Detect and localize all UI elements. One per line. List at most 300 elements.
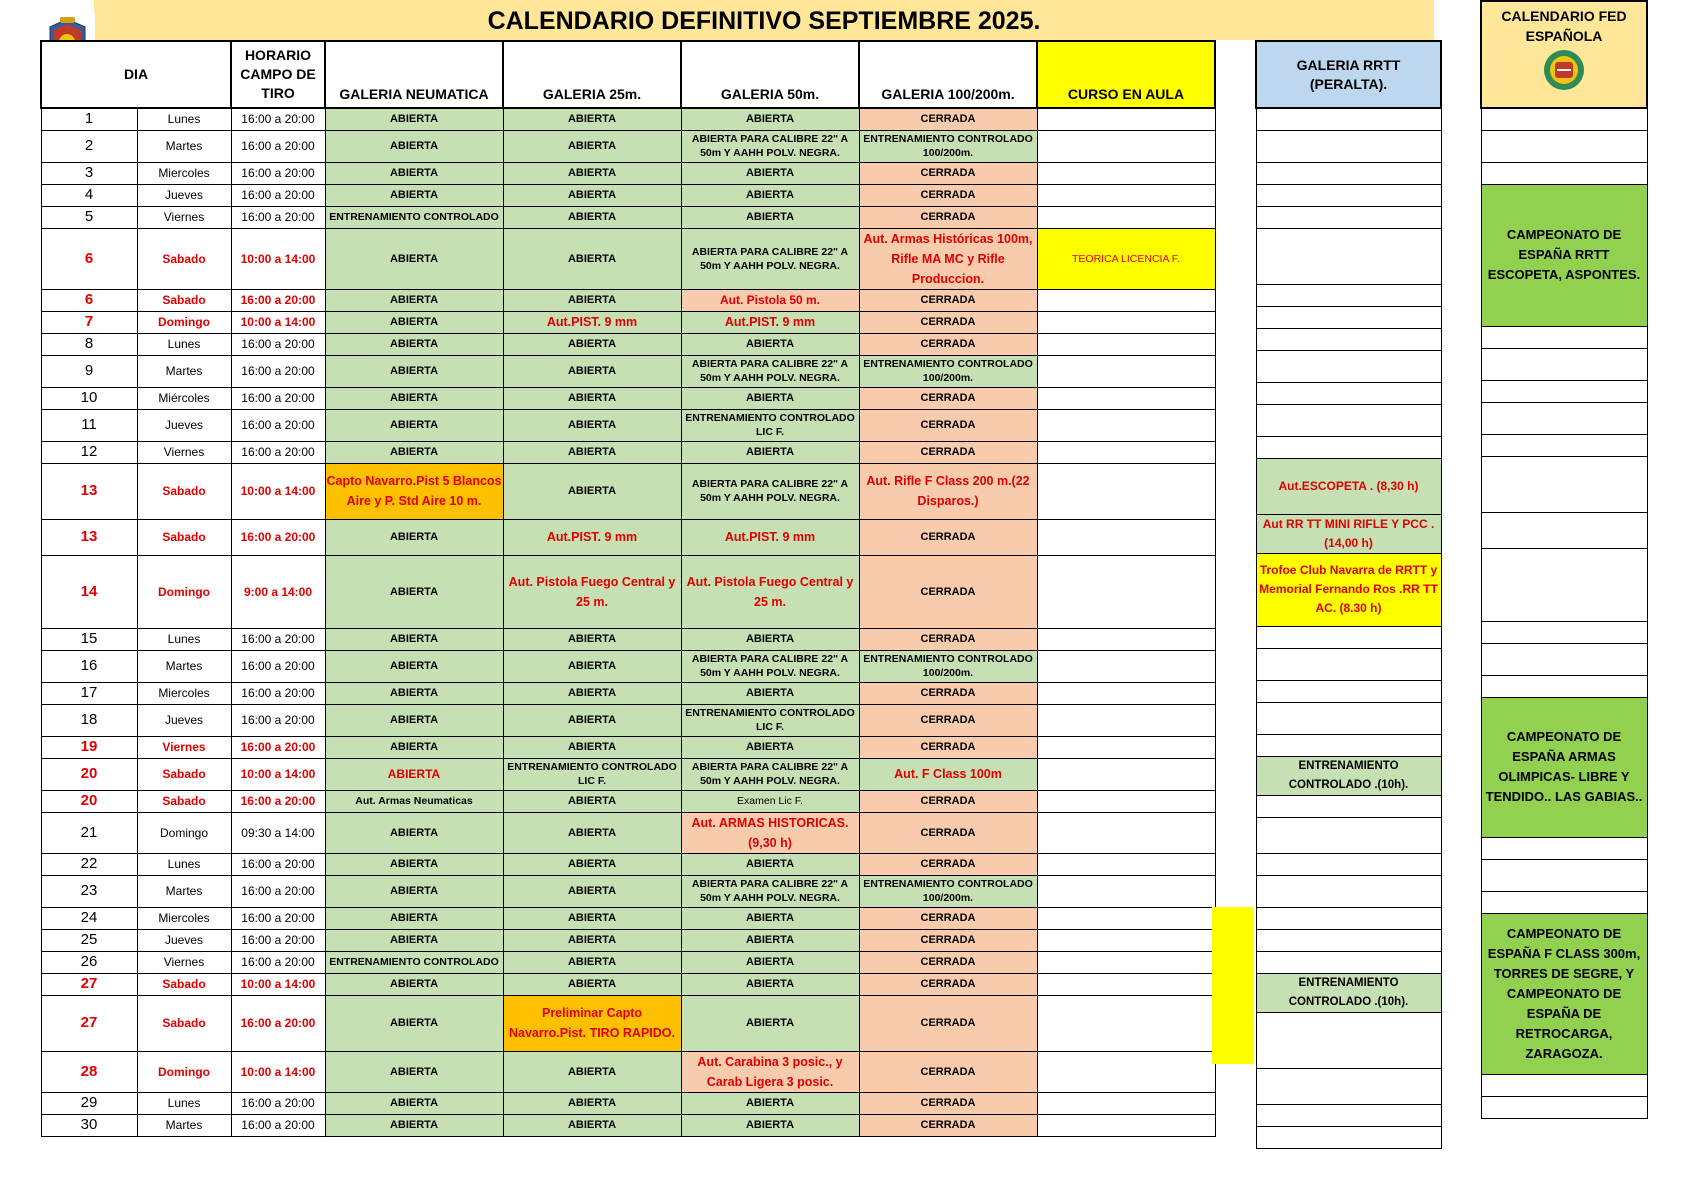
cell-rrtt: Aut RR TT MINI RIFLE Y PCC . (14,00 h) (1256, 514, 1441, 553)
cell-25m: ABIERTA (503, 853, 681, 875)
cell-100-200m: CERRADA (859, 519, 1037, 555)
cell-neumatica: ABIERTA (325, 907, 503, 929)
cell-25m: ABIERTA (503, 409, 681, 441)
rrtt-row (1256, 350, 1441, 382)
cell-neumatica: ABIERTA (325, 758, 503, 790)
cell-curso-aula (1037, 441, 1215, 463)
day-number: 6 (41, 228, 137, 289)
cell-50m: ABIERTA (681, 162, 859, 184)
header-100-200m: GALERIA 100/200m. (859, 41, 1037, 108)
rrtt-row (1256, 382, 1441, 404)
fed-cell (1481, 326, 1647, 348)
cell-25m: ENTRENAMIENTO CONTROLADO LIC F. (503, 758, 681, 790)
fed-cell (1481, 675, 1647, 697)
cell-100-200m: CERRADA (859, 333, 1037, 355)
cell-rrtt (1256, 734, 1441, 756)
cell-neumatica: ENTRENAMIENTO CONTROLADO (325, 206, 503, 228)
rrtt-row (1256, 284, 1441, 306)
table-row (41, 736, 1215, 758)
table-row (41, 929, 1215, 951)
fed-empty-row (1481, 621, 1647, 643)
fed-empty-row (1481, 326, 1647, 348)
cell-neumatica: ABIERTA (325, 812, 503, 853)
weekday: Viernes (137, 736, 231, 758)
cell-rrtt (1256, 328, 1441, 350)
fed-empty-row (1481, 456, 1647, 512)
fed-event-row (1481, 184, 1647, 326)
cell-rrtt (1256, 206, 1441, 228)
cell-25m: ABIERTA (503, 184, 681, 206)
day-number: 3 (41, 162, 137, 184)
weekday: Jueves (137, 184, 231, 206)
fed-cell (1481, 348, 1647, 380)
cell-100-200m: Aut. Rifle F Class 200 m.(22 Disparos.) (859, 463, 1037, 519)
day-number: 23 (41, 875, 137, 907)
cell-curso-aula (1037, 108, 1215, 130)
weekday: Jueves (137, 409, 231, 441)
cell-25m: ABIERTA (503, 875, 681, 907)
cell-curso-aula (1037, 951, 1215, 973)
weekday: Martes (137, 1114, 231, 1136)
cell-neumatica: ABIERTA (325, 929, 503, 951)
cell-100-200m: CERRADA (859, 441, 1037, 463)
fed-header-label: CALENDARIO FED ESPAÑOLA (1501, 8, 1627, 44)
cell-100-200m: CERRADA (859, 1092, 1037, 1114)
cell-rrtt (1256, 951, 1441, 973)
cell-curso-aula (1037, 130, 1215, 162)
fed-empty-row (1481, 108, 1647, 130)
fed-body (1481, 108, 1647, 1118)
hours: 09:30 a 14:00 (231, 812, 325, 853)
cell-50m: ABIERTA (681, 184, 859, 206)
cell-curso-aula (1037, 1051, 1215, 1092)
cell-neumatica: ABIERTA (325, 519, 503, 555)
cell-100-200m: ENTRENAMIENTO CONTROLADO 100/200m. (859, 650, 1037, 682)
day-number: 25 (41, 929, 137, 951)
cell-neumatica: ABIERTA (325, 1114, 503, 1136)
rrtt-row (1256, 1068, 1441, 1104)
fed-cell (1481, 512, 1647, 548)
cell-curso-aula (1037, 387, 1215, 409)
cell-50m: ABIERTA (681, 951, 859, 973)
table-row (41, 1051, 1215, 1092)
cell-rrtt (1256, 626, 1441, 648)
cell-25m: ABIERTA (503, 650, 681, 682)
rrtt-row (1256, 1104, 1441, 1126)
table-row (41, 162, 1215, 184)
cell-25m: ABIERTA (503, 907, 681, 929)
rrtt-row (1256, 626, 1441, 648)
hours: 16:00 a 20:00 (231, 704, 325, 736)
fed-cell (1481, 108, 1647, 130)
cell-100-200m: CERRADA (859, 1114, 1037, 1136)
table-row (41, 519, 1215, 555)
rrtt-row (1256, 680, 1441, 702)
cell-25m: ABIERTA (503, 130, 681, 162)
fed-cell (1481, 837, 1647, 859)
rrtt-row (1256, 108, 1441, 130)
fed-cell (1481, 456, 1647, 512)
cell-25m: ABIERTA (503, 162, 681, 184)
cell-curso-aula (1037, 463, 1215, 519)
cell-rrtt (1256, 702, 1441, 734)
table-row (41, 907, 1215, 929)
hours: 10:00 a 14:00 (231, 311, 325, 333)
fed-cell (1481, 162, 1647, 184)
cell-50m: ABIERTA PARA CALIBRE 22" A 50m Y AAHH POLV. NEGRA. (681, 228, 859, 289)
fed-empty-row (1481, 1096, 1647, 1118)
cell-rrtt (1256, 382, 1441, 404)
hours: 16:00 a 20:00 (231, 130, 325, 162)
fed-cell (1481, 1096, 1647, 1118)
cell-curso-aula (1037, 555, 1215, 628)
cell-rrtt (1256, 404, 1441, 436)
cell-50m: ABIERTA (681, 441, 859, 463)
day-number: 27 (41, 973, 137, 995)
cell-rrtt (1256, 929, 1441, 951)
fed-empty-row (1481, 402, 1647, 434)
rrtt-row (1256, 907, 1441, 929)
rrtt-row (1256, 734, 1441, 756)
cell-rrtt (1256, 228, 1441, 284)
day-number: 15 (41, 628, 137, 650)
table-row (41, 853, 1215, 875)
cell-curso-aula (1037, 519, 1215, 555)
cell-curso-aula (1037, 289, 1215, 311)
cell-50m: ABIERTA (681, 628, 859, 650)
fed-cell (1481, 434, 1647, 456)
cell-curso-aula (1037, 355, 1215, 387)
cell-50m: ABIERTA (681, 995, 859, 1051)
cell-curso-aula (1037, 812, 1215, 853)
header-fed (1481, 1, 1647, 108)
weekday: Miércoles (137, 387, 231, 409)
cell-25m: ABIERTA (503, 812, 681, 853)
cell-50m: ABIERTA PARA CALIBRE 22" A 50m Y AAHH POLV. NEGRA. (681, 758, 859, 790)
cell-100-200m: CERRADA (859, 951, 1037, 973)
rrtt-row (1256, 162, 1441, 184)
weekday: Viernes (137, 441, 231, 463)
cell-25m: ABIERTA (503, 387, 681, 409)
rrtt-row (1256, 929, 1441, 951)
cell-50m: ABIERTA (681, 1092, 859, 1114)
rrtt-row (1256, 875, 1441, 907)
cell-rrtt: Trofoe Club Navarra de RRTT y Memorial Fernando Ros .RR TT AC. (8.30 h) (1256, 553, 1441, 626)
hours: 16:00 a 20:00 (231, 162, 325, 184)
cell-50m: ABIERTA (681, 333, 859, 355)
fed-event-row (1481, 697, 1647, 837)
day-number: 20 (41, 758, 137, 790)
cell-rrtt: ENTRENAMIENTO CONTROLADO .(10h). (1256, 973, 1441, 1012)
rrtt-row (1256, 1012, 1441, 1068)
cell-100-200m: CERRADA (859, 555, 1037, 628)
cell-neumatica: ABIERTA (325, 555, 503, 628)
hours: 16:00 a 20:00 (231, 951, 325, 973)
fed-event: CAMPEONATO DE ESPAÑA RRTT ESCOPETA, ASPONTES. (1481, 184, 1647, 326)
table-row (41, 758, 1215, 790)
cell-100-200m: CERRADA (859, 184, 1037, 206)
cell-50m: Examen Lic F. (681, 790, 859, 812)
cell-curso-aula (1037, 758, 1215, 790)
cell-50m: ABIERTA (681, 387, 859, 409)
weekday: Domingo (137, 1051, 231, 1092)
rrtt-row (1256, 436, 1441, 458)
cell-curso-aula (1037, 206, 1215, 228)
header-row (41, 41, 1215, 108)
fed-empty-row (1481, 837, 1647, 859)
cell-50m: ABIERTA (681, 973, 859, 995)
rrtt-row (1256, 648, 1441, 680)
cell-neumatica: ABIERTA (325, 387, 503, 409)
cell-100-200m: CERRADA (859, 973, 1037, 995)
cell-100-200m: CERRADA (859, 812, 1037, 853)
cell-rrtt (1256, 1012, 1441, 1068)
hours: 16:00 a 20:00 (231, 995, 325, 1051)
table-row (41, 409, 1215, 441)
weekday: Martes (137, 355, 231, 387)
cell-50m: Aut.PIST. 9 mm (681, 519, 859, 555)
hours: 16:00 a 20:00 (231, 409, 325, 441)
cell-50m: Aut. Pistola 50 m. (681, 289, 859, 311)
cell-rrtt (1256, 648, 1441, 680)
cell-curso-aula (1037, 790, 1215, 812)
fed-empty-row (1481, 643, 1647, 675)
cell-50m: ABIERTA PARA CALIBRE 22" A 50m Y AAHH POLV. NEGRA. (681, 875, 859, 907)
cell-curso-aula (1037, 650, 1215, 682)
cell-25m: ABIERTA (503, 108, 681, 130)
cell-rrtt (1256, 907, 1441, 929)
hours: 16:00 a 20:00 (231, 628, 325, 650)
weekday: Lunes (137, 1092, 231, 1114)
cell-50m: Aut. ARMAS HISTORICAS. (9,30 h) (681, 812, 859, 853)
day-number: 11 (41, 409, 137, 441)
table-row (41, 790, 1215, 812)
hours: 16:00 a 20:00 (231, 355, 325, 387)
cell-50m: ABIERTA PARA CALIBRE 22" A 50m Y AAHH POLV. NEGRA. (681, 650, 859, 682)
cell-neumatica: ABIERTA (325, 875, 503, 907)
hours: 10:00 a 14:00 (231, 228, 325, 289)
weekday: Miercoles (137, 682, 231, 704)
day-number: 16 (41, 650, 137, 682)
weekday: Sabado (137, 995, 231, 1051)
day-number: 8 (41, 333, 137, 355)
cell-100-200m: CERRADA (859, 409, 1037, 441)
fed-cell (1481, 1074, 1647, 1096)
day-number: 21 (41, 812, 137, 853)
cell-25m: Preliminar Capto Navarro.Pist. TIRO RAPIDO. (503, 995, 681, 1051)
cell-50m: Aut. Carabina 3 posic., y Carab Ligera 3 posic. (681, 1051, 859, 1092)
day-number: 6 (41, 289, 137, 311)
cell-neumatica: ABIERTA (325, 228, 503, 289)
cell-100-200m: CERRADA (859, 736, 1037, 758)
cell-25m: ABIERTA (503, 628, 681, 650)
weekday: Lunes (137, 628, 231, 650)
cell-100-200m: CERRADA (859, 162, 1037, 184)
day-number: 13 (41, 463, 137, 519)
cell-neumatica: ABIERTA (325, 995, 503, 1051)
day-number: 4 (41, 184, 137, 206)
day-number: 24 (41, 907, 137, 929)
rrtt-body (1256, 108, 1441, 1148)
cell-neumatica: ABIERTA (325, 130, 503, 162)
hours: 16:00 a 20:00 (231, 184, 325, 206)
hours: 16:00 a 20:00 (231, 519, 325, 555)
cell-curso-aula (1037, 1092, 1215, 1114)
cell-rrtt (1256, 350, 1441, 382)
hours: 10:00 a 14:00 (231, 758, 325, 790)
cell-50m: Aut. Pistola Fuego Central y 25 m. (681, 555, 859, 628)
weekday: Jueves (137, 704, 231, 736)
fed-empty-row (1481, 548, 1647, 621)
table-row (41, 1092, 1215, 1114)
cell-rrtt: ENTRENAMIENTO CONTROLADO .(10h). (1256, 756, 1441, 795)
cell-neumatica: ABIERTA (325, 409, 503, 441)
cell-25m: ABIERTA (503, 289, 681, 311)
cell-neumatica: ABIERTA (325, 289, 503, 311)
cell-25m: ABIERTA (503, 790, 681, 812)
rrtt-row (1256, 130, 1441, 162)
table-row (41, 228, 1215, 289)
fed-cell (1481, 643, 1647, 675)
weekday: Lunes (137, 853, 231, 875)
weekday: Jueves (137, 929, 231, 951)
day-number: 1 (41, 108, 137, 130)
table-row (41, 812, 1215, 853)
header-50m: GALERIA 50m. (681, 41, 859, 108)
cell-rrtt (1256, 284, 1441, 306)
cell-50m: Aut.PIST. 9 mm (681, 311, 859, 333)
cell-50m: ENTRENAMIENTO CONTROLADO LIC F. (681, 704, 859, 736)
fed-empty-row (1481, 512, 1647, 548)
cell-50m: ABIERTA PARA CALIBRE 22" A 50m Y AAHH POLV. NEGRA. (681, 463, 859, 519)
header-neumatica: GALERIA NEUMATICA (325, 41, 503, 108)
cell-neumatica: ABIERTA (325, 650, 503, 682)
cell-100-200m: CERRADA (859, 995, 1037, 1051)
cell-100-200m: Aut. Armas Históricas 100m, Rifle MA MC y Rifle Produccion. (859, 228, 1037, 289)
rrtt-row (1256, 795, 1441, 817)
cell-25m: ABIERTA (503, 1051, 681, 1092)
cell-rrtt: Aut.ESCOPETA . (8,30 h) (1256, 458, 1441, 514)
cell-25m: ABIERTA (503, 973, 681, 995)
cell-100-200m: CERRADA (859, 289, 1037, 311)
fed-emblem-icon (1539, 46, 1589, 94)
cell-rrtt (1256, 130, 1441, 162)
fed-cell (1481, 380, 1647, 402)
cell-neumatica: ABIERTA (325, 355, 503, 387)
cell-50m: ABIERTA PARA CALIBRE 22" A 50m Y AAHH POLV. NEGRA. (681, 355, 859, 387)
table-row (41, 1114, 1215, 1136)
fed-empty-row (1481, 675, 1647, 697)
hours: 16:00 a 20:00 (231, 333, 325, 355)
cell-50m: ABIERTA (681, 682, 859, 704)
cell-rrtt (1256, 817, 1441, 853)
hours: 10:00 a 14:00 (231, 1051, 325, 1092)
cell-25m: ABIERTA (503, 704, 681, 736)
cell-25m: ABIERTA (503, 206, 681, 228)
cell-25m: ABIERTA (503, 1092, 681, 1114)
cell-rrtt (1256, 436, 1441, 458)
cell-100-200m: CERRADA (859, 929, 1037, 951)
day-number: 13 (41, 519, 137, 555)
day-number: 18 (41, 704, 137, 736)
cell-100-200m: CERRADA (859, 387, 1037, 409)
fed-cell (1481, 859, 1647, 891)
cell-50m: ABIERTA (681, 736, 859, 758)
weekday: Miercoles (137, 162, 231, 184)
weekday: Sabado (137, 973, 231, 995)
weekday: Lunes (137, 108, 231, 130)
cell-100-200m: ENTRENAMIENTO CONTROLADO 100/200m. (859, 355, 1037, 387)
cell-neumatica: ABIERTA (325, 853, 503, 875)
cell-100-200m: ENTRENAMIENTO CONTROLADO 100/200m. (859, 875, 1037, 907)
table-row (41, 555, 1215, 628)
day-number: 9 (41, 355, 137, 387)
cell-rrtt (1256, 162, 1441, 184)
cell-25m: ABIERTA (503, 463, 681, 519)
weekday: Viernes (137, 206, 231, 228)
fed-empty-row (1481, 162, 1647, 184)
weekday: Martes (137, 130, 231, 162)
fed-empty-row (1481, 891, 1647, 913)
fed-empty-row (1481, 348, 1647, 380)
cell-curso-aula (1037, 853, 1215, 875)
hours: 16:00 a 20:00 (231, 1114, 325, 1136)
cell-curso-aula (1037, 704, 1215, 736)
cell-neumatica: ABIERTA (325, 736, 503, 758)
weekday: Sabado (137, 289, 231, 311)
cell-25m: ABIERTA (503, 333, 681, 355)
cell-neumatica: ABIERTA (325, 628, 503, 650)
fed-cell (1481, 130, 1647, 162)
cell-curso-aula: TEORICA LICENCIA F. (1037, 228, 1215, 289)
cell-25m: ABIERTA (503, 682, 681, 704)
header-curso-aula: CURSO EN AULA (1037, 41, 1215, 108)
fed-cell (1481, 548, 1647, 621)
fed-cell (1481, 402, 1647, 434)
weekday: Sabado (137, 519, 231, 555)
day-number: 5 (41, 206, 137, 228)
cell-rrtt (1256, 853, 1441, 875)
table-row (41, 108, 1215, 130)
hours: 16:00 a 20:00 (231, 108, 325, 130)
day-number: 30 (41, 1114, 137, 1136)
day-number: 10 (41, 387, 137, 409)
rrtt-row (1256, 853, 1441, 875)
table-row (41, 184, 1215, 206)
hours: 9:00 a 14:00 (231, 555, 325, 628)
header-horario: HORARIO CAMPO DE TIRO (231, 41, 325, 108)
hours: 16:00 a 20:00 (231, 682, 325, 704)
fed-event-row (1481, 913, 1647, 1074)
rrtt-row (1256, 756, 1441, 795)
cell-rrtt (1256, 1126, 1441, 1148)
day-number: 12 (41, 441, 137, 463)
cell-curso-aula (1037, 628, 1215, 650)
cell-neumatica: ABIERTA (325, 973, 503, 995)
cell-100-200m: Aut. F Class 100m (859, 758, 1037, 790)
weekday: Sabado (137, 790, 231, 812)
cell-25m: ABIERTA (503, 1114, 681, 1136)
cell-curso-aula (1037, 311, 1215, 333)
hours: 16:00 a 20:00 (231, 875, 325, 907)
table-row (41, 650, 1215, 682)
cell-100-200m: CERRADA (859, 704, 1037, 736)
cell-neumatica: ENTRENAMIENTO CONTROLADO (325, 951, 503, 973)
cell-rrtt (1256, 1068, 1441, 1104)
weekday: Martes (137, 875, 231, 907)
table-row (41, 463, 1215, 519)
table-row (41, 311, 1215, 333)
